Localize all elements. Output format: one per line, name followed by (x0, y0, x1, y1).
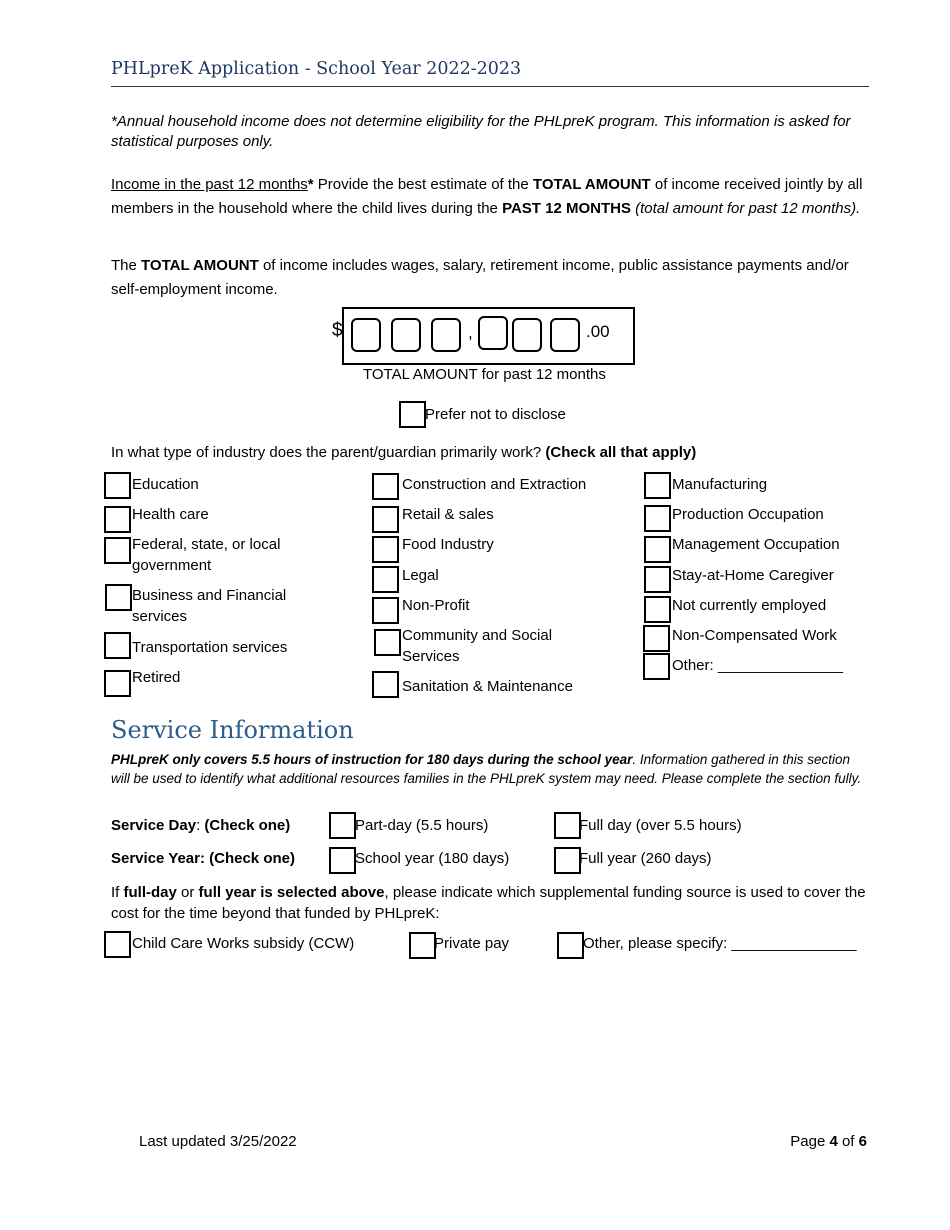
industry-checkbox-transportation[interactable] (104, 632, 131, 659)
industry-checkbox-government[interactable] (104, 537, 131, 564)
income-text-c: of income received jointly by all members in the household where the child lives during the (111, 176, 863, 217)
footer-page-number (790, 1133, 867, 1150)
industry-checkbox-stay-at-home[interactable] (644, 566, 671, 593)
amount-digit-1[interactable] (351, 318, 381, 352)
funding-other-label: Other, please specify: _______________ (583, 935, 857, 952)
industry-label-non-profit: Non-Profit (402, 597, 470, 614)
industry-checkbox-legal[interactable] (372, 566, 399, 593)
industry-label-non-compensated: Non-Compensated Work (672, 627, 837, 644)
industry-label-legal: Legal (402, 567, 439, 584)
service-day-part-day-label: Part-day (5.5 hours) (355, 817, 489, 834)
amount-digit-3[interactable] (431, 318, 461, 352)
industry-checkbox-construction[interactable] (372, 473, 399, 500)
service-day-label-c: (Check one) (204, 817, 291, 834)
service-year-school-year-checkbox[interactable] (329, 847, 356, 874)
industry-checkbox-management[interactable] (644, 536, 671, 563)
industry-label-sanitation: Sanitation & Maintenance (402, 678, 573, 695)
industry-checkbox-retired[interactable] (104, 670, 131, 697)
industry-checkbox-community[interactable] (374, 629, 401, 656)
income-star: * (307, 176, 314, 193)
industry-label-production: Production Occupation (672, 506, 824, 523)
income-def-b: TOTAL AMOUNT (141, 257, 259, 274)
service-day-part-day-checkbox[interactable] (329, 812, 356, 839)
industry-checkbox-manufacturing[interactable] (644, 472, 671, 499)
service-day-full-day-label: Full day (over 5.5 hours) (579, 817, 742, 834)
income-heading: Income in the past 12 months (111, 176, 308, 193)
income-text-b: TOTAL AMOUNT (532, 176, 651, 193)
industry-label-stay-at-home: Stay-at-Home Caregiver (672, 567, 834, 584)
amount-digit-5[interactable] (512, 318, 542, 352)
footer-page-label: Page (790, 1133, 830, 1150)
industry-label-business-financial: Business and Financial services (132, 587, 287, 625)
industry-checkbox-non-profit[interactable] (372, 597, 399, 624)
industry-question (111, 444, 696, 461)
industry-label-health-care: Health care (132, 506, 209, 523)
service-intro-rest: . Information gathered in this section will be used to identify what additional resources families in the PHLpreK system may need. Please complete the section fully. (111, 752, 862, 786)
industry-label-education: Education (132, 476, 199, 493)
footer-page-of: of (837, 1133, 859, 1150)
industry-label-transportation: Transportation services (132, 639, 288, 656)
funding-ccw-checkbox[interactable] (104, 931, 131, 958)
funding-other-checkbox[interactable] (557, 932, 584, 959)
service-section-title: Service Information (111, 716, 354, 744)
service-intro-bold: PHLpreK only covers 5.5 hours of instruction for 180 days during the school year (111, 752, 633, 767)
industry-checkbox-sanitation[interactable] (372, 671, 399, 698)
industry-checkbox-business-financial[interactable] (105, 584, 132, 611)
funding-private-pay-label: Private pay (434, 935, 510, 952)
funding-text-d: full year is selected above (198, 884, 385, 901)
header-divider (111, 86, 869, 87)
footer-page-total: 6 (858, 1133, 867, 1150)
industry-label-management: Management Occupation (672, 536, 840, 553)
income-text-d: PAST 12 MONTHS (502, 200, 631, 217)
income-definition (111, 254, 871, 302)
industry-label-other: Other: _______________ (672, 657, 843, 674)
income-def-c: of income includes wages, salary, retirement income, public assistance payments and/or self-employment income. (111, 257, 849, 298)
industry-label-retail: Retail & sales (402, 506, 494, 523)
service-year-label: Service Year: (Check one) (111, 850, 295, 867)
service-day-label-a: Service Day (111, 817, 197, 834)
funding-ccw-label: Child Care Works subsidy (CCW) (132, 935, 355, 952)
industry-question-text: In what type of industry does the parent/guardian primarily work? (111, 444, 546, 461)
income-note: *Annual household income does not determine eligibility for the PHLpreK program. This information is asked for statistical purposes only. (111, 113, 851, 150)
funding-text-e: , please indicate which supplemental funding source is used to cover the cost for the time beyond that funded by PHLpreK: (111, 884, 866, 922)
industry-label-food: Food Industry (402, 536, 494, 553)
industry-label-government: Federal, state, or local government (132, 536, 281, 574)
industry-checkbox-education[interactable] (104, 472, 131, 499)
industry-checkbox-other[interactable] (643, 653, 670, 680)
industry-checkbox-food[interactable] (372, 536, 399, 563)
funding-text-b: full-day (123, 884, 177, 901)
industry-label-community: Community and Social Services (402, 627, 553, 665)
industry-label-retired: Retired (132, 669, 181, 686)
amount-digit-2[interactable] (391, 318, 421, 352)
prefer-not-label: Prefer not to disclose (425, 406, 566, 423)
income-def-a: The (111, 257, 142, 274)
income-text-e: (total amount for past 12 months). (630, 200, 861, 217)
amount-caption: TOTAL AMOUNT for past 12 months (363, 366, 606, 383)
service-intro (111, 750, 871, 788)
footer-page-current: 4 (829, 1133, 838, 1150)
service-day-label (111, 815, 290, 836)
industry-checkbox-retail[interactable] (372, 506, 399, 533)
funding-text-a: If (111, 884, 124, 901)
industry-label-not-employed: Not currently employed (672, 597, 827, 614)
income-text-a: Provide the best estimate of the (313, 176, 533, 193)
amount-digit-6[interactable] (550, 318, 580, 352)
amount-thousands-separator: , (468, 323, 473, 342)
footer-last-updated: Last updated 3/25/2022 (139, 1133, 297, 1150)
currency-symbol: $ (332, 320, 343, 341)
service-year-full-year-label: Full year (260 days) (579, 850, 712, 867)
service-day-label-b: : (196, 817, 205, 834)
prefer-not-checkbox[interactable] (399, 401, 426, 428)
funding-instructions (111, 882, 871, 924)
page-header-title: PHLpreK Application - School Year 2022-2023 (111, 59, 522, 79)
income-instructions (111, 173, 871, 221)
industry-checkbox-production[interactable] (644, 505, 671, 532)
industry-label-manufacturing: Manufacturing (672, 476, 768, 493)
funding-private-pay-checkbox[interactable] (409, 932, 436, 959)
industry-question-hint: (Check all that apply) (545, 444, 697, 461)
service-day-full-day-checkbox[interactable] (554, 812, 581, 839)
industry-label-construction: Construction and Extraction (402, 476, 587, 493)
industry-checkbox-non-compensated[interactable] (643, 625, 670, 652)
industry-checkbox-health-care[interactable] (104, 506, 131, 533)
amount-digit-4[interactable] (478, 316, 508, 350)
service-year-school-year-label: School year (180 days) (355, 850, 510, 867)
amount-cents: .00 (586, 322, 610, 341)
service-year-full-year-checkbox[interactable] (554, 847, 581, 874)
funding-text-c: or (176, 884, 199, 901)
industry-checkbox-not-employed[interactable] (644, 596, 671, 623)
